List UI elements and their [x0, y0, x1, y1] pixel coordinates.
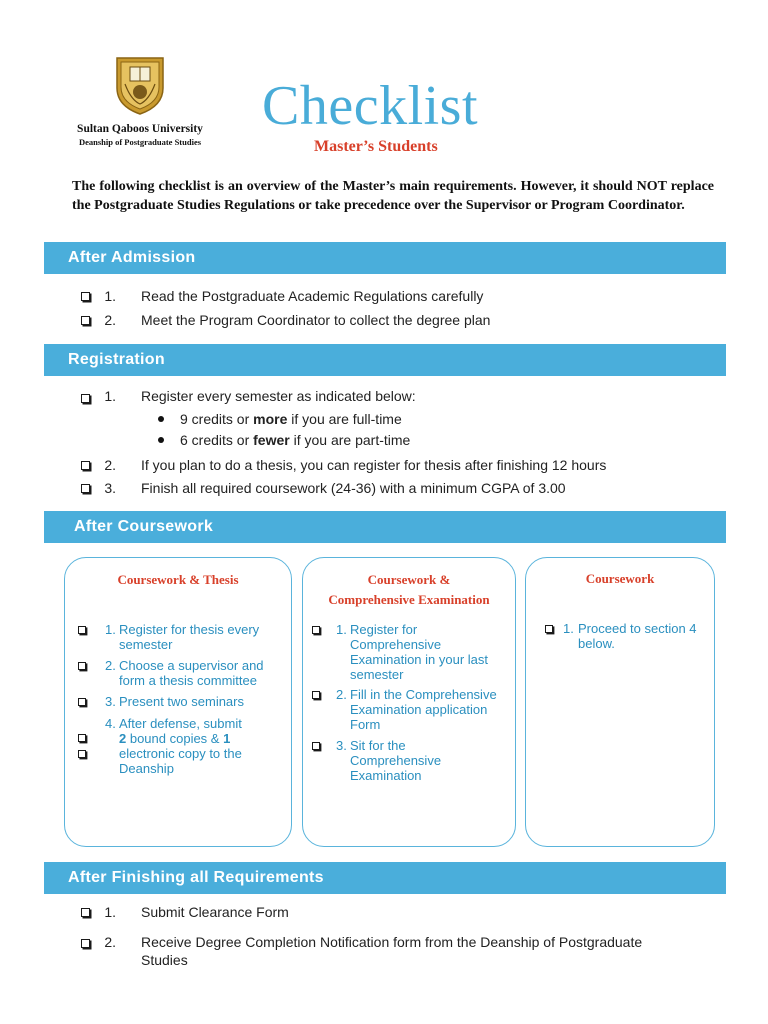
checkbox-icon[interactable]	[312, 691, 320, 699]
item-text: semester	[350, 667, 404, 682]
item-number: 1.	[336, 622, 347, 637]
item-number: 2.	[104, 457, 116, 473]
checklist-item	[80, 903, 720, 923]
item-text: semester	[119, 637, 173, 652]
card-title: Comprehensive Examination	[328, 592, 490, 607]
item-text: Comprehensive	[350, 753, 442, 768]
university-name: Sultan Qaboos University	[77, 123, 203, 135]
item-text: Comprehensive	[350, 637, 442, 652]
page-subtitle: Master’s Students	[314, 138, 438, 155]
card-title: Coursework &	[367, 572, 451, 587]
item-text: Choose a supervisor and	[119, 658, 264, 673]
item-text: form a thesis committee	[119, 673, 257, 688]
item-text: Fill in the Comprehensive	[350, 687, 497, 702]
checkbox-icon[interactable]	[81, 394, 90, 403]
bullet-item	[80, 410, 680, 430]
item-number: 1.	[105, 622, 116, 637]
checkbox-icon[interactable]	[312, 742, 320, 750]
bullet-text: if you are part-time	[289, 432, 411, 448]
item-emphasis: 1	[223, 731, 231, 746]
item-text: Deanship	[119, 761, 174, 776]
checkbox-icon[interactable]	[81, 484, 90, 493]
item-text: Proceed to section 4	[578, 621, 697, 636]
item-number: 2.	[105, 658, 116, 673]
checklist-item	[80, 456, 720, 476]
item-text: Submit Clearance Form	[141, 904, 289, 920]
item-number: 3.	[105, 694, 116, 709]
card-coursework-comprehensive	[302, 557, 516, 847]
item-number: 3.	[336, 738, 347, 753]
item-text: After defense, submit	[119, 716, 242, 731]
checkbox-icon[interactable]	[81, 939, 90, 948]
bullet-icon	[158, 416, 164, 422]
bullet-emphasis: fewer	[253, 432, 290, 448]
card-title: Coursework	[585, 571, 655, 586]
deanship-name: Deanship of Postgraduate Studies	[78, 137, 202, 147]
checkbox-icon[interactable]	[78, 662, 86, 670]
section-heading-registration: Registration	[44, 344, 726, 376]
checkbox-icon[interactable]	[81, 316, 90, 325]
item-text: Sit for the	[350, 738, 406, 753]
card-item	[77, 622, 287, 654]
item-text: Examination application	[350, 702, 488, 717]
card-coursework-thesis	[64, 557, 292, 847]
bullet-item	[80, 431, 680, 451]
card-title: Coursework & Thesis	[117, 572, 239, 587]
page-title: Checklist	[262, 75, 479, 137]
section-heading-after-admission: After Admission	[44, 242, 726, 274]
bullet-icon	[158, 437, 164, 443]
checkbox-icon[interactable]	[78, 750, 86, 758]
section-heading-after-finishing: After Finishing all Requirements	[44, 862, 726, 894]
checkbox-icon[interactable]	[545, 625, 553, 633]
card-item	[311, 687, 515, 734]
checklist-item	[80, 311, 720, 331]
bullet-text: 9 credits or	[180, 411, 254, 427]
checkbox-icon[interactable]	[78, 626, 86, 634]
item-number: 1.	[104, 904, 116, 920]
checkbox-icon[interactable]	[81, 292, 90, 301]
item-text: below.	[578, 636, 615, 651]
item-text: bound copies &	[126, 731, 224, 746]
item-text: Register every semester as indicated below:	[141, 388, 416, 404]
item-number: 3.	[104, 480, 116, 496]
item-number: 4.	[105, 716, 116, 731]
checklist-item	[80, 287, 720, 307]
item-number: 2.	[104, 312, 116, 328]
item-text: If you plan to do a thesis, you can register for thesis after finishing 12 hours	[141, 457, 607, 473]
checkbox-icon[interactable]	[78, 734, 86, 742]
card-item	[77, 658, 287, 690]
card-item	[311, 622, 515, 684]
item-text: electronic copy to the	[119, 746, 242, 761]
university-branding	[60, 54, 220, 148]
bullet-text: if you are full-time	[287, 411, 402, 427]
checklist-item	[80, 933, 720, 973]
item-number: 1.	[563, 621, 574, 636]
item-number: 2.	[336, 687, 347, 702]
card-item	[311, 738, 515, 785]
item-text: Present two seminars	[119, 694, 244, 709]
intro-paragraph: The following checklist is an overview of the Master’s main requirements. However, it should NOT replace the Postgraduate Studies Regulations or take precedence over the Supervisor or Program Coordinator.	[72, 179, 714, 213]
item-emphasis: 2	[119, 731, 127, 746]
section-heading-after-coursework: After Coursework	[44, 511, 726, 543]
item-number: 1.	[104, 288, 116, 304]
item-text: Meet the Program Coordinator to collect the degree plan	[141, 312, 491, 328]
card-item	[544, 621, 714, 653]
item-text: Form	[350, 717, 381, 732]
item-text: Examination	[350, 768, 422, 783]
item-text: Finish all required coursework (24-36) with a minimum CGPA of 3.00	[141, 480, 566, 496]
item-number: 2.	[104, 934, 116, 950]
checklist-item	[80, 479, 720, 499]
item-number: 1.	[104, 388, 116, 404]
item-text: Receive Degree Completion Notification form from the Deanship of Postgraduate	[141, 934, 643, 950]
university-crest-icon	[111, 54, 169, 116]
item-text: Read the Postgraduate Academic Regulations carefully	[141, 288, 484, 304]
card-item	[77, 716, 287, 778]
card-item	[77, 694, 287, 712]
bullet-text: 6 credits or	[180, 432, 254, 448]
checkbox-icon[interactable]	[312, 626, 320, 634]
item-text: Studies	[141, 952, 188, 968]
checkbox-icon[interactable]	[78, 698, 86, 706]
item-text: Examination in your last	[350, 652, 489, 667]
bullet-emphasis: more	[253, 411, 288, 427]
item-text: Register for	[350, 622, 418, 637]
item-text: Register for thesis every	[119, 622, 260, 637]
card-coursework-only	[525, 557, 715, 847]
checkbox-icon[interactable]	[81, 461, 90, 470]
checkbox-icon[interactable]	[81, 908, 90, 917]
checklist-item	[80, 387, 720, 407]
